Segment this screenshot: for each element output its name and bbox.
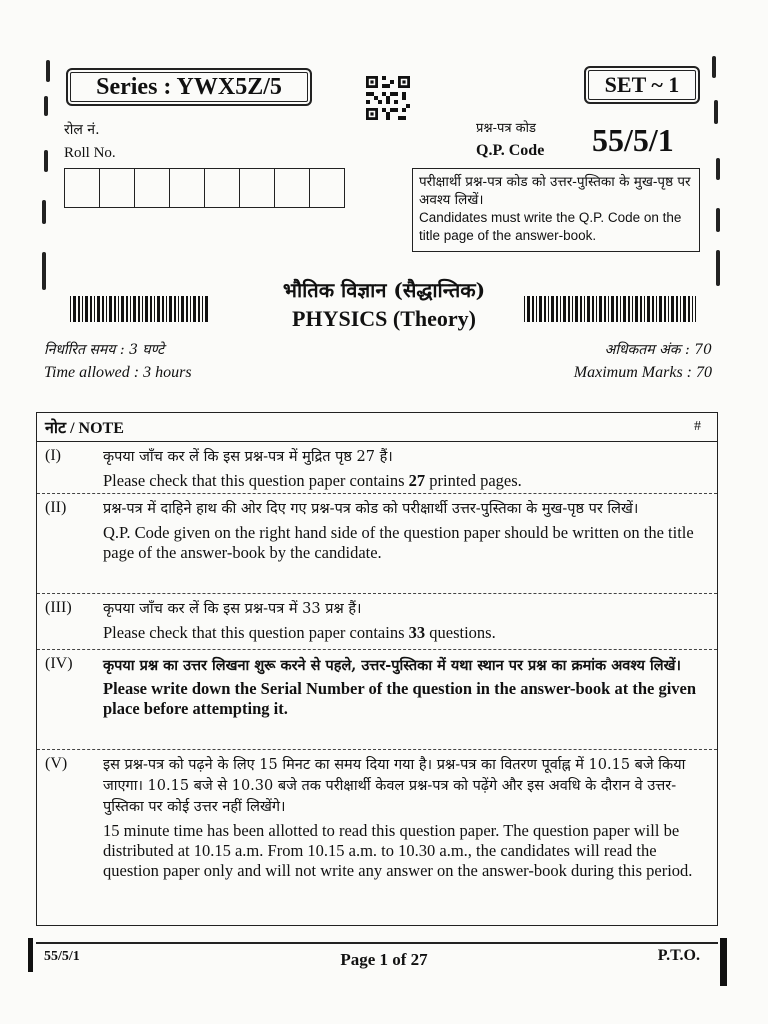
footer-pto: P.T.O. [657,947,700,964]
roll-box[interactable] [310,169,344,207]
instruction-hindi: परीक्षार्थी प्रश्न-पत्र कोड को उत्तर-पुस्तिका के मुख-पृष्ठ पर अवश्य लिखें। [419,174,691,208]
right-edge-mark-4 [716,208,720,232]
note-item-english: 15 minute time has been allotted to read this question paper. The question paper will be distributed at 10.15 a.m. From 10.15 a.m. to 10.30 a.m., the candidates will read the question paper only and will not write any answer on the answer-book during this period. [103,821,693,880]
note-item [37,442,717,494]
subject-title-hindi: भौतिक विज्ञान (सैद्धान्तिक) [282,278,486,302]
qp-code-label-english: Q.P. Code [476,142,545,159]
roll-box[interactable] [240,169,275,207]
roll-box[interactable] [205,169,240,207]
roll-number-boxes[interactable] [64,168,345,208]
note-item [37,494,717,594]
note-item [37,750,717,887]
qp-code-label-hindi: प्रश्न-पत्र कोड [476,121,536,136]
set-label: SET ~ 1 [584,66,700,104]
roll-box[interactable] [275,169,310,207]
roll-box[interactable] [135,169,170,207]
right-edge-mark-3 [716,158,720,180]
note-item [37,650,717,750]
instruction-english: Candidates must write the Q.P. Code on the title page of the answer-book. [419,210,682,243]
roll-box[interactable] [65,169,100,207]
roll-box[interactable] [170,169,205,207]
footer-qp-code: 55/5/1 [44,949,80,964]
note-item-number: (IV) [45,655,73,672]
qr-code-icon [366,76,410,120]
note-item-number: (V) [45,755,68,772]
time-allowed-hindi: निर्धारित समय : 3 घण्टे [44,342,165,358]
note-item [37,594,717,650]
note-item-english: Please check that this question paper contains 33 questions. [103,623,496,642]
right-edge-mark-1 [712,56,716,78]
roll-box[interactable] [100,169,135,207]
qp-code-instruction-box [412,168,700,252]
note-item-english: Q.P. Code given on the right hand side of the question paper should be written on the title page of the answer-book by the candidate. [103,523,694,562]
left-edge-mark-3 [44,150,48,172]
note-header [37,413,717,442]
max-marks-english: Maximum Marks : 70 [573,364,712,381]
roll-label-english: Roll No. [64,145,116,161]
footer-page-number: Page 1 of 27 [340,950,428,969]
note-item-hindi: इस प्रश्न-पत्र को पढ़ने के लिए 15 मिनट का समय दिया गया है। प्रश्न-पत्र का वितरण पूर्वाह्न में 10.15 बजे किया जाएगा। 10.15 बजे से 10.30 बजे तक परीक्षार्थी केवल प्रश्न-पत्र को पढ़ेंगे और इस अवधि के दौरान वे उत्तर-पुस्तिका पर कोई उत्तर नहीं लिखेंगे। [103,757,686,815]
right-edge-mark-2 [714,100,718,124]
note-item-english: Please check that this question paper contains 27 printed pages. [103,471,522,490]
left-edge-mark-1 [46,60,50,82]
time-allowed-english: Time allowed : 3 hours [44,364,192,381]
qp-code-value: 55/5/1 [592,122,674,158]
note-item-hindi: कृपया जाँच कर लें कि इस प्रश्न-पत्र में मुद्रित पृष्ठ 27 हैं। [103,449,393,465]
note-item-hindi: प्रश्न-पत्र में दाहिने हाथ की ओर दिए गए प्रश्न-पत्र कोड को परीक्षार्थी उत्तर-पुस्तिका के मुख-पृष्ठ पर लिखें। [103,501,639,517]
roll-label-hindi: रोल नं. [64,122,100,138]
note-item-number: (II) [45,499,67,516]
max-marks-hindi: अधिकतम अंक : 70 [604,342,712,358]
subject-title-english: PHYSICS (Theory) [292,306,476,331]
note-item-english: Please write down the Serial Number of the question in the answer-book at the given place before attempting it. [103,679,697,718]
note-item-number: (I) [45,447,61,464]
note-item-number: (III) [45,599,72,616]
note-hash: # [694,419,701,434]
note-item-hindi: कृपया प्रश्न का उत्तर लिखना शुरू करने से पहले, उत्तर-पुस्तिका में यथा स्थान पर प्रश्न का क्रमांक अवश्य लिखें। [103,657,681,674]
note-box [36,412,718,926]
series-label: Series : YWX5Z/5 [66,68,312,106]
left-edge-mark-4 [42,200,46,224]
left-edge-mark-2 [44,96,48,116]
note-heading: नोट / NOTE [45,420,124,437]
footer-rule [36,942,718,944]
note-item-hindi: कृपया जाँच कर लें कि इस प्रश्न-पत्र में 33 प्रश्न हैं। [103,601,362,617]
